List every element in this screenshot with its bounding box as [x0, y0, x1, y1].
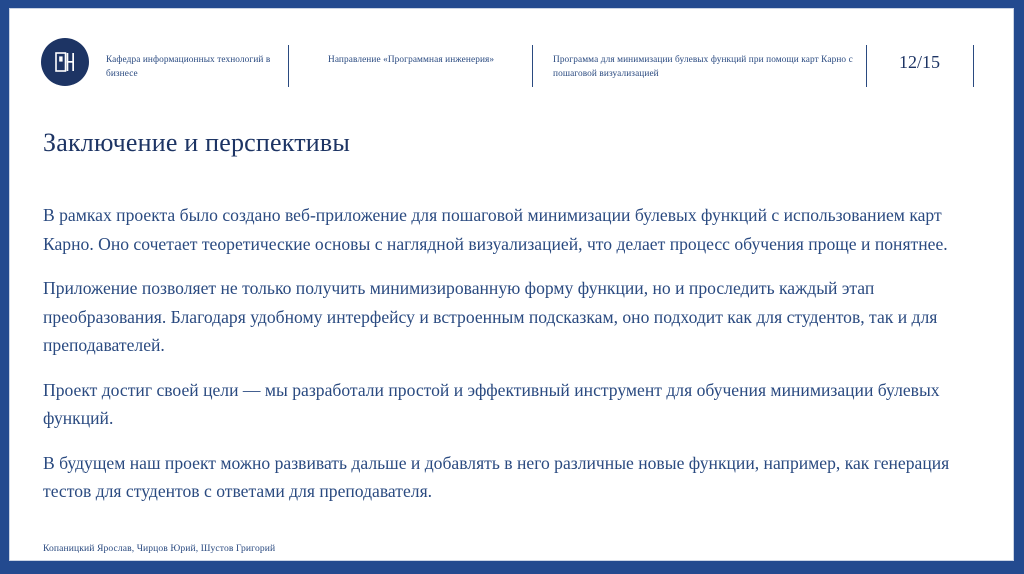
header-divider-1: [288, 45, 289, 87]
header-project-title: Программа для минимизации булевых функций при помощи карт Карно с пошаговой визуализацией: [553, 55, 853, 80]
author-footer: Копаницкий Ярослав, Чирцов Юрий, Шустов Григорий: [43, 543, 276, 554]
hse-logo: [41, 38, 89, 86]
page-number: 12/15: [898, 52, 940, 72]
header-divider-4: [973, 45, 974, 87]
slide-title: Заключение и перспективы: [43, 128, 351, 157]
body-paragraph: Проект достиг своей цели — мы разработали простой и эффективный инструмент для обучения минимизации булевых функций.: [43, 379, 940, 428]
hse-monogram-icon: [52, 49, 78, 75]
slide-header: [10, 9, 1013, 91]
header-divider-2: [532, 45, 533, 87]
logo-circle: [41, 38, 89, 86]
slide-canvas: [10, 9, 1013, 560]
header-program: Направление «Программная инженерия»: [328, 55, 495, 65]
header-department: Кафедра информационных технологий в бизнесе: [106, 55, 271, 80]
body-paragraph: В будущем наш проект можно развивать дальше и добавлять в него различные новые функции, например, как генерация тестов для студентов с ответами для преподавателя.: [43, 452, 950, 501]
body-paragraph: Приложение позволяет не только получить минимизированную форму функции, но и проследить каждый этап преобразования. Благодаря удобному интерфейсу и встроенным подсказкам, оно подходит как для студентов, так и для преподавателей.: [43, 278, 938, 355]
body-paragraph: В рамках проекта было создано веб-приложение для пошаговой минимизации булевых функций с использованием карт Карно. Оно сочетает теоретические основы с наглядной визуализацией, что делает процесс обучения проще и понятнее.: [43, 205, 948, 254]
slide-body: [43, 201, 978, 506]
